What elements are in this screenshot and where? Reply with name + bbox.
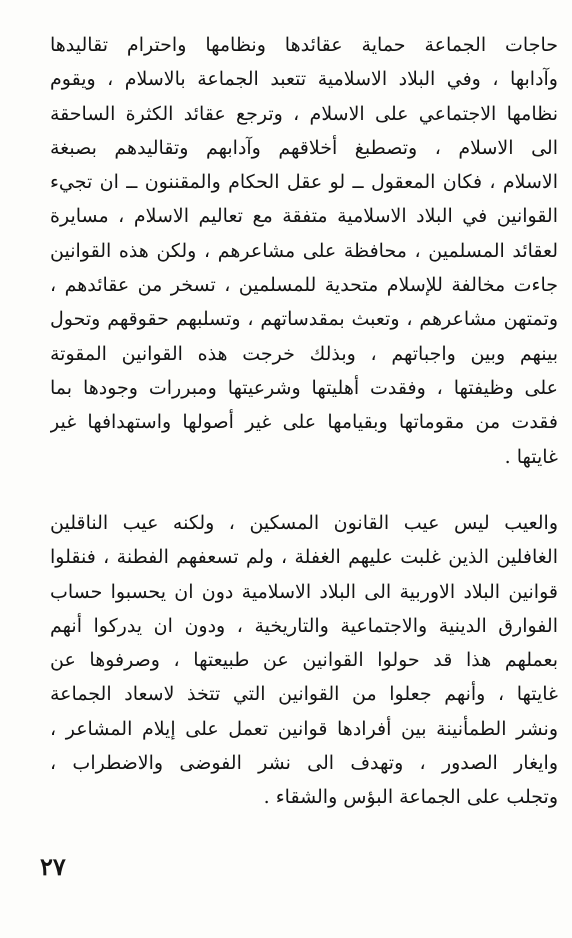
text-line: فقدت من مقوماتها وبقيامها على غير أصولها واستهدافها غير <box>50 411 558 434</box>
text-line: بينهم وبين واجباتهم ، وبذلك خرجت هذه القوانين المقوتة <box>50 342 558 365</box>
text-line: الاسلام ، فكان المعقول ــ لو عقل الحكام والمقننون ــ ان تجيء <box>50 171 558 194</box>
text-line: الغافلين الذين غلبت عليهم الغفلة ، ولم تسعفهم الفطنة ، فنقلوا <box>50 546 558 569</box>
text-line: لعقائد المسلمين ، محافظة على مشاعرهم ، ولكن هذه القوانين <box>50 239 558 262</box>
text-line: قوانين البلاد الاوربية الى البلاد الاسلامية دون ان يحسبوا حساب <box>50 580 558 603</box>
text-line: وآدابها ، وفي البلاد الاسلامية تتعبد الجماعة بالاسلام ، ويقوم <box>50 68 558 91</box>
text-line: وايغار الصدور ، وتهدف الى نشر الفوضى والاضطراب ، <box>50 752 558 775</box>
text-line: وتجلب على الجماعة البؤس والشقاء . <box>263 786 558 809</box>
text-line: الفوارق الدينية والاجتماعية والتاريخية ، ودون ان يدركوا أنهم <box>50 614 558 637</box>
page-number: ٢٧ <box>40 852 66 881</box>
text-line: غايتها . <box>504 445 558 468</box>
paragraph-2 <box>50 506 558 815</box>
text-line: وتمتهن مشاعرهم ، وتعبث بمقدساتهم ، وتسلبهم حقوقهم وتحول <box>50 308 558 331</box>
text-line: القوانين في البلاد الاسلامية متفقة مع تعاليم الاسلام ، مسايرة <box>50 205 558 228</box>
text-line: نظامها الاجتماعي على الاسلام ، وترجع عقائد الكثرة الساحقة <box>50 102 558 125</box>
text-line: جاءت مخالفة للإسلام متحدية للمسلمين ، تسخر من عقائدهم ، <box>50 274 558 297</box>
text-line: غايتها ، وأنهم جعلوا من القوانين التي تتخذ لاسعاد الجماعة <box>50 683 558 706</box>
text-line: والعيب ليس عيب القانون المسكين ، ولكنه عيب الناقلين <box>50 512 558 534</box>
text-line: ونشر الطمأنينة بين أفرادها قوانين تعمل على إيلام المشاعر ، <box>50 717 558 740</box>
text-line: بعملهم هذا قد حولوا القوانين عن طبيعتها ، وصرفوها عن <box>50 649 558 672</box>
paragraph-1 <box>50 28 558 474</box>
text-line: على وظيفتها ، وفقدت أهليتها وشرعيتها ومبررات وجودها بما <box>50 376 558 399</box>
text-line: الى الاسلام ، وتصطبغ أخلاقهم وآدابهم وتقاليدهم بصبغة <box>50 136 558 159</box>
text-line: حاجات الجماعة حماية عقائدها ونظامها واحترام تقاليدها <box>50 34 558 56</box>
